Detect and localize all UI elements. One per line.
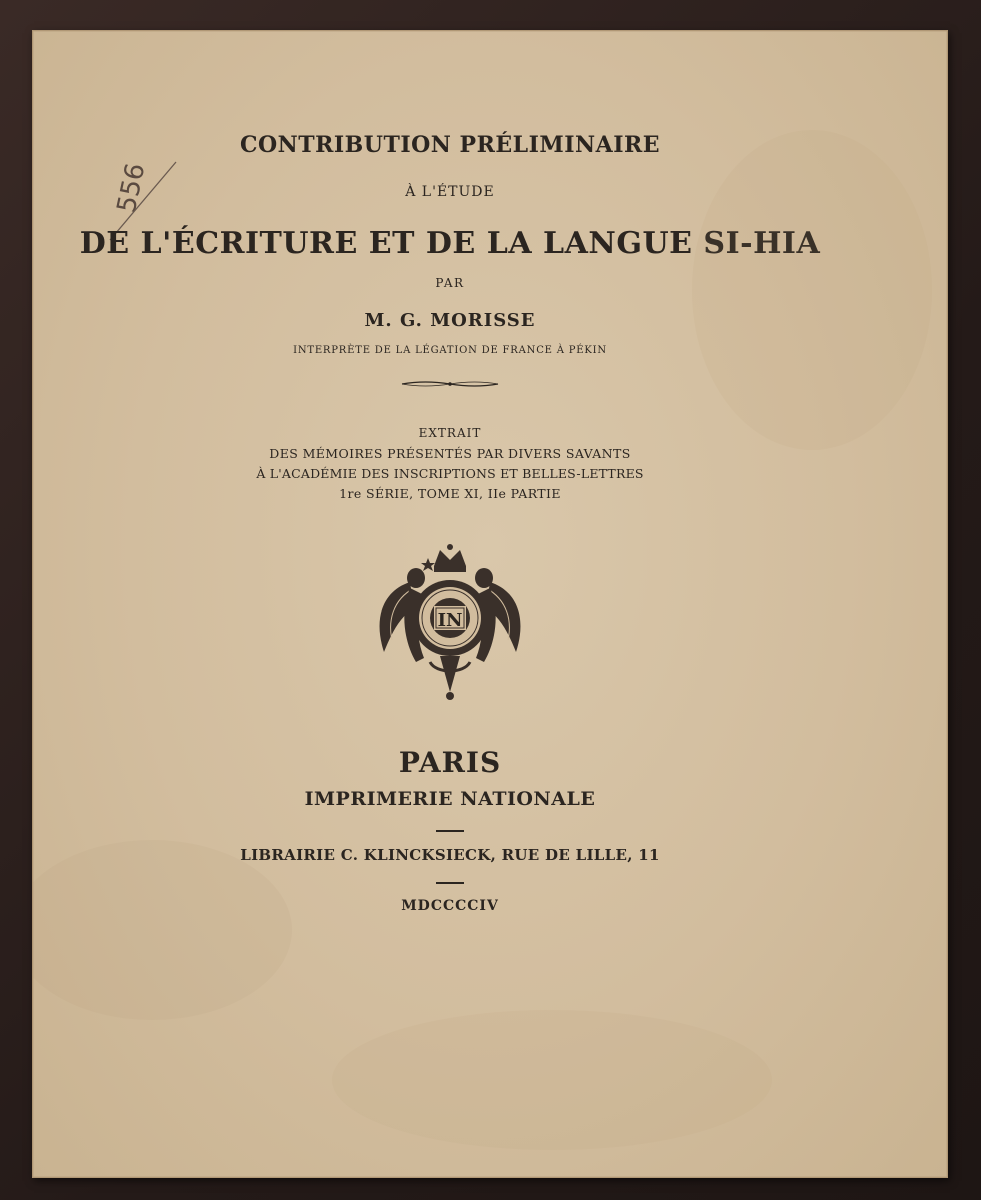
imprimerie-nationale-emblem xyxy=(370,542,530,704)
cover-content xyxy=(32,30,948,1178)
printer-name: IMPRIMERIE NATIONALE xyxy=(304,788,596,810)
extract-line-1: DES MÉMOIRES PRÉSENTÉS PAR DIVERS SAVANTS xyxy=(269,446,631,461)
extract-label: EXTRAIT xyxy=(418,426,482,440)
title-line-1: CONTRIBUTION PRÉLIMINAIRE xyxy=(239,132,661,158)
divider-rule xyxy=(436,882,464,884)
publication-year: MDCCCCIV xyxy=(401,898,499,914)
ornament-divider xyxy=(400,377,500,391)
handwritten-number: 556 xyxy=(111,160,152,216)
extract-line-2: À L'ACADÉMIE DES INSCRIPTIONS ET BELLES-LETTRES xyxy=(256,466,644,481)
city: PARIS xyxy=(398,746,502,779)
author-role: INTERPRÈTE DE LA LÉGATION DE FRANCE À PÉKIN xyxy=(293,345,607,356)
divider-rule xyxy=(436,830,464,832)
title-line-2: À L'ÉTUDE xyxy=(405,184,495,200)
bookseller: LIBRAIRIE C. KLINCKSIECK, RUE DE LILLE, 11 xyxy=(240,846,660,864)
title-main: DE L'ÉCRITURE ET DE LA LANGUE SI-HIA xyxy=(79,226,821,261)
author-name: M. G. MORISSE xyxy=(364,310,536,331)
extract-line-3: 1re SÉRIE, TOME XI, IIe PARTIE xyxy=(339,486,561,501)
document-cover xyxy=(32,30,948,1178)
by-label: PAR xyxy=(435,276,465,290)
emblem-monogram: IN xyxy=(437,610,463,631)
